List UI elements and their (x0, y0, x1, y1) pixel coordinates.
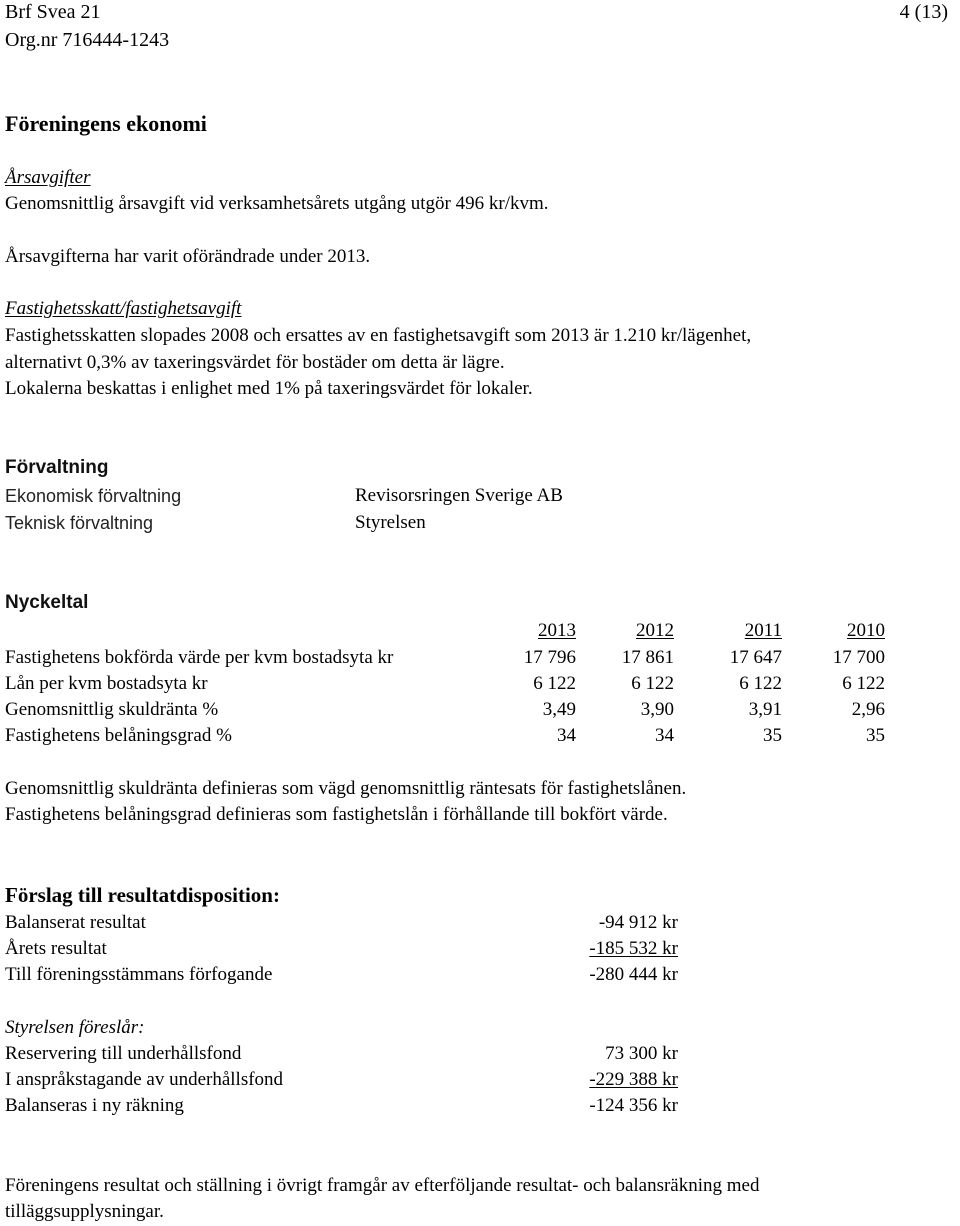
proposal-label: I anspråkstagande av underhållsfond (5, 1069, 284, 1090)
keyfigure-label: Genomsnittlig skuldränta % (5, 699, 219, 720)
disposition-label: Till föreningsstämmans förfogande (5, 964, 273, 985)
proposal-value: 73 300 kr (605, 1043, 678, 1064)
fees-heading: Årsavgifter (5, 167, 91, 188)
proposal-value: -229 388 kr (589, 1069, 678, 1090)
keyfigure-value: 2,96 (851, 699, 885, 720)
keyfigure-value: 3,90 (640, 699, 674, 720)
keyfigure-value: 3,91 (748, 699, 782, 720)
page-number: 4 (13) (899, 1, 948, 23)
keyfigure-value: 3,49 (542, 699, 576, 720)
keyfigure-value: 35 (866, 725, 885, 746)
tax-text-3: Lokalerna beskattas i enlighet med 1% på taxeringsvärdet för lokaler. (5, 378, 533, 399)
keyfigure-label: Fastighetens bokförda värde per kvm bostadsyta kr (5, 647, 394, 668)
disposition-label: Årets resultat (5, 938, 107, 959)
keyfigure-value: 17 861 (621, 647, 674, 668)
proposal-label: Balanseras i ny räkning (5, 1095, 184, 1116)
closing-text-1: Föreningens resultat och ställning i övrigt framgår av efterföljande resultat- och balansräkning med (5, 1175, 760, 1196)
year-header: 2010 (847, 620, 885, 641)
keyfigure-value: 17 700 (832, 647, 885, 668)
year-header: 2011 (744, 620, 782, 641)
year-header: 2012 (636, 620, 674, 641)
management-value-technical: Styrelsen (355, 512, 426, 533)
tax-text-2: alternativt 0,3% av taxeringsvärdet för bostäder om detta är lägre. (5, 352, 505, 373)
management-value-economic: Revisorsringen Sverige AB (355, 485, 563, 506)
disposition-value: -94 912 kr (598, 912, 678, 933)
keyfigure-value: 6 122 (533, 673, 576, 694)
keyfigure-note-2: Fastighetens belåningsgrad definieras som fastighetslån i förhållande till bokfört värde. (5, 804, 668, 825)
fees-text-1: Genomsnittlig årsavgift vid verksamhetsårets utgång utgör 496 kr/kvm. (5, 193, 549, 214)
keyfigure-value: 6 122 (842, 673, 885, 694)
keyfigure-label: Fastighetens belåningsgrad % (5, 725, 232, 746)
section-title-economy: Föreningens ekonomi (5, 111, 207, 136)
closing-text-2: tilläggsupplysningar. (5, 1201, 164, 1222)
keyfigure-label: Lån per kvm bostadsyta kr (5, 673, 208, 694)
keyfigure-note-1: Genomsnittlig skuldränta definieras som vägd genomsnittlig räntesats för fastighetslånen. (5, 778, 687, 799)
year-header: 2013 (538, 620, 576, 641)
proposal-label: Reservering till underhållsfond (5, 1043, 242, 1064)
keyfigure-value: 17 647 (729, 647, 782, 668)
management-label-economic: Ekonomisk förvaltning (5, 486, 182, 506)
tax-text-1: Fastighetsskatten slopades 2008 och ersattes av en fastighetsavgift som 2013 är 1.210 kr/lägenhet, (5, 325, 752, 346)
company-name: Brf Svea 21 (5, 1, 101, 23)
keyfigure-value: 17 796 (523, 647, 576, 668)
fees-text-2: Årsavgifterna har varit oförändrade under 2013. (5, 246, 371, 267)
proposal-value: -124 356 kr (589, 1095, 678, 1116)
keyfigure-value: 35 (763, 725, 782, 746)
keyfigure-value: 34 (557, 725, 576, 746)
keyfigure-value: 6 122 (631, 673, 674, 694)
keyfigure-value: 6 122 (739, 673, 782, 694)
board-proposal-heading: Styrelsen föreslår: (5, 1017, 145, 1038)
org-number: Org.nr 716444-1243 (5, 29, 170, 51)
section-title-keyfigures: Nyckeltal (5, 592, 89, 613)
disposition-value: -185 532 kr (589, 938, 678, 959)
disposition-value: -280 444 kr (589, 964, 678, 985)
disposition-label: Balanserat resultat (5, 912, 146, 933)
section-title-disposition: Förslag till resultatdisposition: (5, 883, 280, 907)
section-title-management: Förvaltning (5, 457, 109, 478)
management-label-technical: Teknisk förvaltning (5, 513, 154, 533)
tax-heading: Fastighetsskatt/fastighetsavgift (5, 298, 242, 319)
keyfigure-value: 34 (655, 725, 674, 746)
